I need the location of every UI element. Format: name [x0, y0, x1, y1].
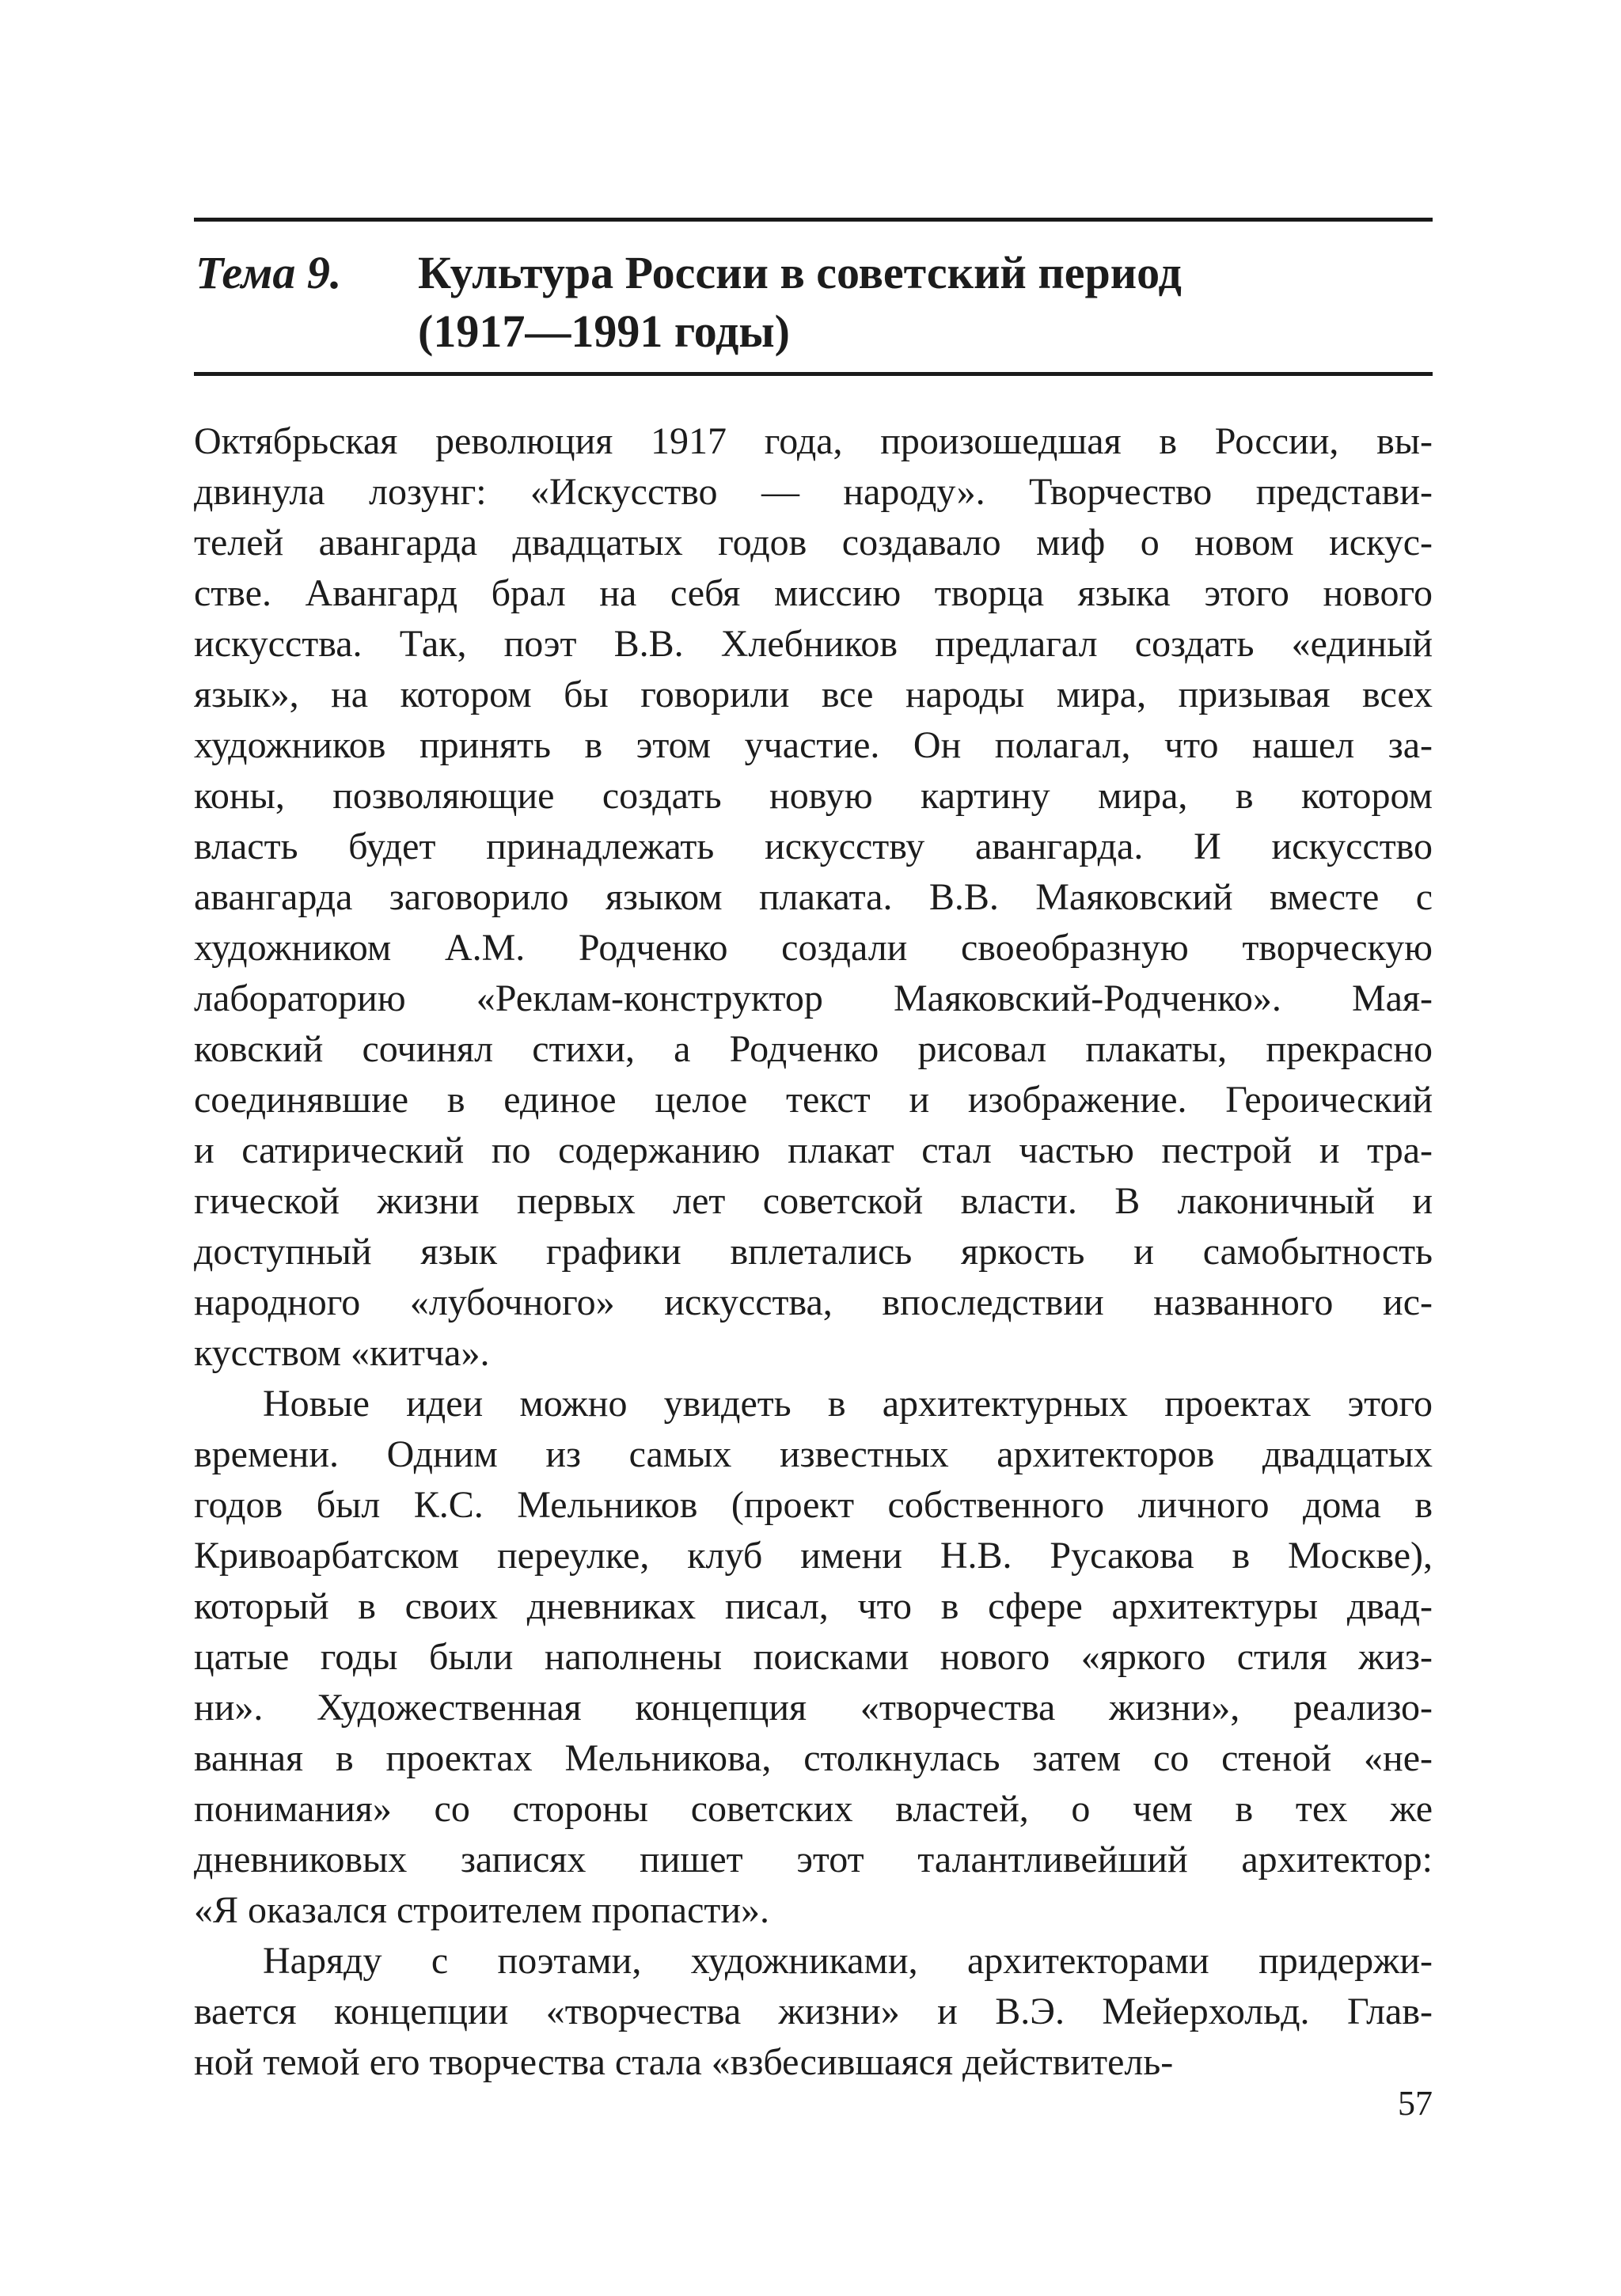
text-line: ни». Художественная концепция «творчества жизни», реализо-: [194, 1687, 1433, 1729]
text-line: годов был К.С. Мельников (проект собственного личного дома в: [194, 1484, 1433, 1526]
text-line: доступный язык графики вплетались яркость и самобытность: [194, 1231, 1433, 1273]
text-line: дневниковых записях пишет этот талантливейший архитектор:: [194, 1839, 1433, 1880]
text-line: власть будет принадлежать искусству авангарда. И искусство: [194, 825, 1433, 867]
text-line: художников принять в этом участие. Он полагал, что нашел за-: [194, 724, 1433, 766]
text-line: соединявшие в единое целое текст и изображение. Героический: [194, 1079, 1433, 1121]
text-line: времени. Одним из самых известных архитекторов двадцатых: [194, 1433, 1433, 1475]
text-line: кусством «китча».: [194, 1332, 490, 1374]
text-line: телей авангарда двадцатых годов создавало миф о новом искус-: [194, 522, 1433, 564]
text-line: ной темой его творчества стала «взбесившаяся действитель-: [194, 2041, 1174, 2083]
text-line: Кривоарбатском переулке, клуб имени Н.В. Русакова в Москве),: [194, 1535, 1433, 1577]
text-line: двинула лозунг: «Искусство — народу». Творчество представи-: [194, 471, 1433, 513]
topic-label: Тема 9.: [196, 247, 342, 298]
text-line: ковский сочинял стихи, а Родченко рисовал плакаты, прекрасно: [194, 1028, 1433, 1070]
text-line: цатые годы были наполнены поисками нового «яркого стиля жиз-: [194, 1636, 1433, 1678]
text-line: и сатирический по содержанию плакат стал частью пестрой и тра-: [194, 1129, 1433, 1171]
text-line: искусства. Так, поэт В.В. Хлебников предлагал создать «единый: [194, 623, 1433, 665]
text-line: Новые идеи можно увидеть в архитектурных проектах этого: [263, 1383, 1433, 1425]
text-line: Наряду с поэтами, художниками, архитекторами придержи-: [263, 1940, 1433, 1982]
text-line: «Я оказался строителем пропасти».: [194, 1889, 770, 1931]
chapter-heading: [194, 222, 1433, 372]
text-line: вается концепции «творчества жизни» и В.Э. Мейерхольд. Глав-: [194, 1990, 1433, 2032]
text-line: художником А.М. Родченко создали своеобразную творческую: [194, 927, 1433, 969]
bottom-rule: [194, 372, 1433, 376]
text-line: язык», на котором бы говорили все народы мира, призывая всех: [194, 674, 1433, 715]
text-line: гической жизни первых лет советской власти. В лаконичный и: [194, 1180, 1433, 1222]
topic-title-line: (1917—1991 годы): [418, 306, 790, 357]
chapter-header: [194, 218, 1433, 376]
paragraph: [194, 1936, 1433, 2088]
body-text: [194, 416, 1433, 2088]
text-line: лабораторию «Реклам-конструктор Маяковский-Родченко». Мая-: [194, 977, 1433, 1019]
page-number: 57: [1398, 2084, 1433, 2123]
text-line: стве. Авангард брал на себя миссию творца языка этого нового: [194, 572, 1433, 614]
text-line: народного «лубочного» искусства, впоследствии названного ис-: [194, 1281, 1433, 1323]
text-line: понимания» со стороны советских властей, о чем в тех же: [194, 1788, 1433, 1830]
paragraph: [194, 1379, 1433, 1936]
text-line: Октябрьская революция 1917 года, произошедшая в России, вы-: [194, 420, 1433, 462]
text-line: ванная в проектах Мельникова, столкнулась затем со стеной «не-: [194, 1737, 1433, 1779]
topic-title-line: Культура России в советский период: [418, 247, 1182, 298]
topic-title: [418, 244, 1415, 361]
paragraph: [194, 416, 1433, 1379]
text-line: авангарда заговорило языком плаката. В.В. Маяковский вместе с: [194, 876, 1433, 918]
text-line: который в своих дневниках писал, что в сфере архитектуры двад-: [194, 1585, 1433, 1627]
text-line: коны, позволяющие создать новую картину мира, в котором: [194, 775, 1433, 817]
